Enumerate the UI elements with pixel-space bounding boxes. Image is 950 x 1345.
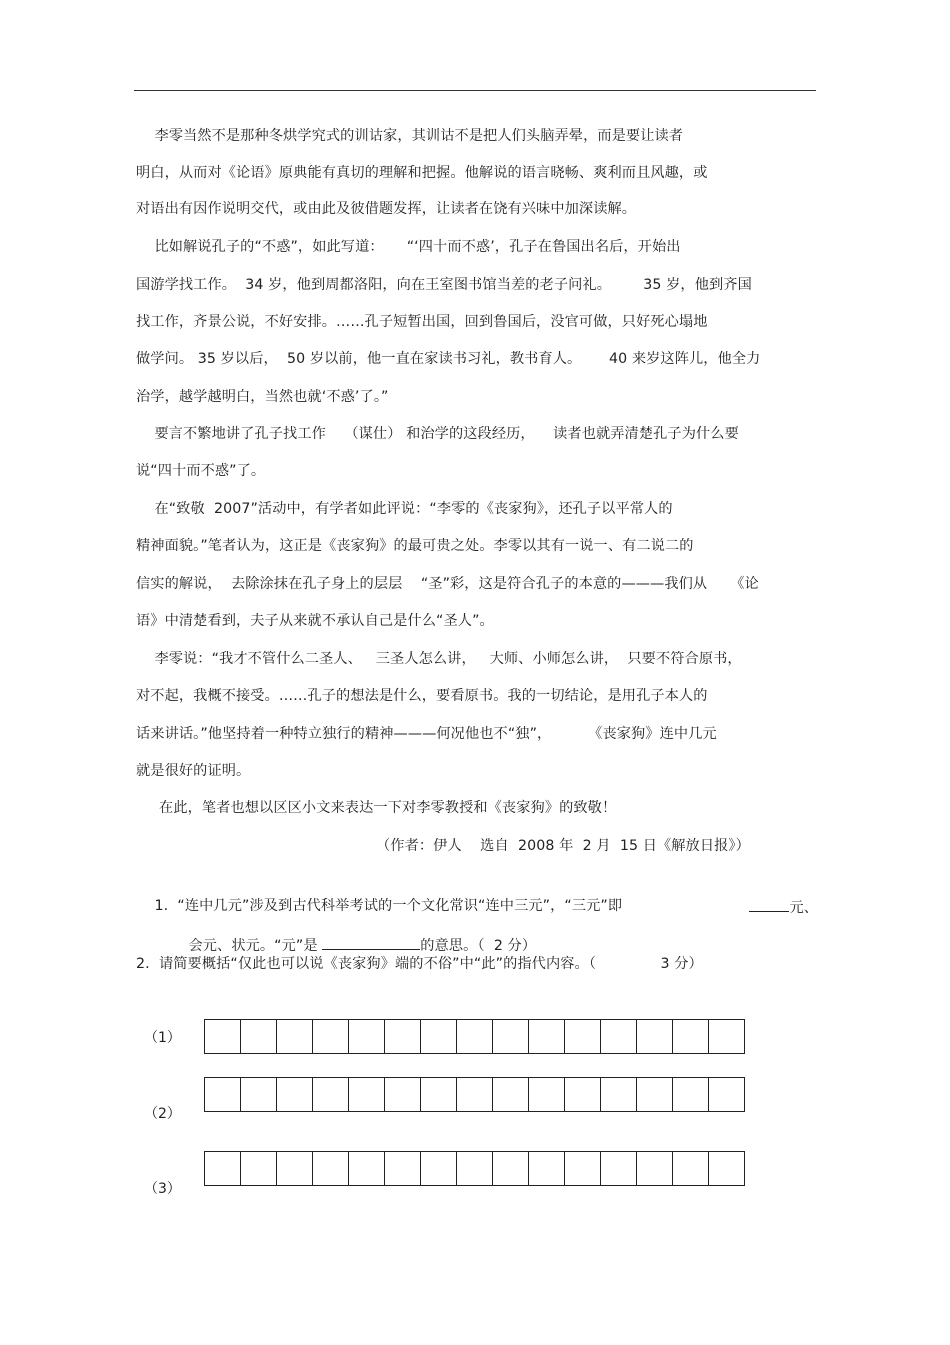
article-line: 对语出有因作说明交代，或由此及彼借题发挥，让读者在饶有兴味中加深读解。	[136, 201, 637, 217]
answer-cell[interactable]	[709, 1152, 744, 1185]
answer-cell[interactable]	[601, 1152, 637, 1185]
answer-cell[interactable]	[637, 1152, 673, 1185]
answer-cell[interactable]	[493, 1078, 529, 1111]
answer-cell[interactable]	[673, 1020, 709, 1053]
answer-cell[interactable]	[637, 1078, 673, 1111]
answer-cell[interactable]	[529, 1078, 565, 1111]
answer-cell[interactable]	[385, 1020, 421, 1053]
answer-cell[interactable]	[421, 1078, 457, 1111]
answer-cell[interactable]	[205, 1152, 241, 1185]
answer-cell[interactable]	[457, 1152, 493, 1185]
question-1-blank-a-wrap	[731, 879, 818, 935]
answer-cell[interactable]	[637, 1020, 673, 1053]
answer-cell[interactable]	[457, 1078, 493, 1111]
article-line: 做学问。 35 岁以后， 50 岁以前，他一直在家读书习礼，教书育人。 40 来岁这阵儿，他全力	[136, 351, 761, 367]
article-line: 语》中清楚看到，夫子从来就不承认自己是什么“圣人”。	[136, 613, 494, 629]
article-line: 李零当然不是那种冬烘学究式的训诂家，其训诂不是把人们头脑弄晕，而是要让读者	[136, 128, 684, 144]
answer-cell[interactable]	[709, 1078, 744, 1111]
answer-grid-2[interactable]	[204, 1077, 745, 1112]
answer-cell[interactable]	[493, 1020, 529, 1053]
answer-row-label: （1）	[144, 1030, 181, 1046]
answer-cell[interactable]	[241, 1020, 277, 1053]
answer-cell[interactable]	[493, 1152, 529, 1185]
answer-cell[interactable]	[349, 1078, 385, 1111]
answer-cell[interactable]	[385, 1152, 421, 1185]
answer-cell[interactable]	[565, 1152, 601, 1185]
article-source: （作者：伊人 选自 2008 年 2 月 15 日《解放日报》）	[376, 838, 750, 854]
answer-cell[interactable]	[565, 1078, 601, 1111]
article-line: 说“四十而不惑”了。	[136, 463, 266, 479]
article-line: 明白，从而对《论语》原典能有真切的理解和把握。他解说的语言晓畅、爽利而且风趣，或	[136, 165, 708, 181]
question-1-blank-b[interactable]	[322, 935, 420, 950]
answer-cell[interactable]	[349, 1020, 385, 1053]
article-line: 精神面貌。”笔者认为，这正是《丧家狗》的最可贵之处。李零以其有一说一、有二说二的	[136, 538, 694, 554]
answer-cell[interactable]	[601, 1078, 637, 1111]
answer-cell[interactable]	[241, 1078, 277, 1111]
answer-row-label: （2）	[144, 1106, 181, 1122]
answer-cell[interactable]	[313, 1020, 349, 1053]
article-line: 在“致敬 2007”活动中，有学者如此评说：“李零的《丧家狗》，还孔子以平常人的	[136, 501, 673, 517]
answer-cell[interactable]	[277, 1078, 313, 1111]
answer-grid-3[interactable]	[204, 1151, 745, 1186]
article-line: 比如解说孔子的“不惑”，如此写道： “‘四十而不惑’，孔子在鲁国出名后，开始出	[136, 239, 681, 255]
article-line: 李零说：“我才不管什么二圣人、 三圣人怎么讲， 大师、小师怎么讲， 只要不符合原书，	[136, 651, 742, 667]
answer-grid-1[interactable]	[204, 1019, 745, 1054]
answer-cell[interactable]	[313, 1152, 349, 1185]
article-line: 话来讲话。”他坚持着一种特立独行的精神———何况他也不“独”， 《丧家狗》连中几元	[136, 726, 717, 742]
question-1-text: 1. “连中几元”涉及到古代科举考试的一个文化常识“连中三元”，“三元”即	[154, 898, 623, 914]
answer-cell[interactable]	[673, 1152, 709, 1185]
answer-cell[interactable]	[205, 1078, 241, 1111]
article-line: 信实的解说， 去除涂抹在孔子身上的层层 “圣”彩，这是符合孔子的本意的———我们从 《论	[136, 576, 759, 592]
answer-cell[interactable]	[457, 1020, 493, 1053]
answer-cell[interactable]	[205, 1020, 241, 1053]
answer-cell[interactable]	[709, 1020, 744, 1053]
answer-cell[interactable]	[349, 1152, 385, 1185]
question-1-blank-a[interactable]	[749, 897, 789, 912]
question-2: 2. 请简要概括“仅此也可以说《丧家狗》端的不俗”中“此”的指代内容。（ 3 分）	[136, 956, 703, 972]
article-line: 要言不繁地讲了孔子找工作 （谋仕） 和治学的这段经历， 读者也就弄清楚孔子为什么要	[136, 426, 739, 442]
article-line: 找工作，齐景公说，不好安排。……孔子短暂出国，回到鲁国后，没官可做，只好死心塌地	[136, 314, 708, 330]
question-1-text-3: 的意思。（ 2 分）	[420, 938, 537, 954]
article-line: 国游学找工作。 34 岁，他到周都洛阳，向在王室图书馆当差的老子问礼。 35 岁，他到齐国	[136, 277, 752, 293]
answer-cell[interactable]	[565, 1020, 601, 1053]
answer-cell[interactable]	[385, 1078, 421, 1111]
answer-cell[interactable]	[421, 1020, 457, 1053]
header-rule	[134, 90, 816, 91]
answer-cell[interactable]	[241, 1152, 277, 1185]
article-line: 在此，笔者也想以区区小文来表达一下对李零教授和《丧家狗》的致敬！	[136, 800, 617, 816]
article-line: 治学，越学越明白，当然也就‘不惑’了。”	[136, 389, 389, 405]
answer-cell[interactable]	[673, 1078, 709, 1111]
answer-cell[interactable]	[529, 1152, 565, 1185]
answer-row-label: （3）	[144, 1181, 181, 1197]
article-line: 对不起，我概不接受。……孔子的想法是什么，要看原书。我的一切结论，是用孔子本人的	[136, 688, 708, 704]
article-line: 就是很好的证明。	[136, 763, 251, 779]
answer-cell[interactable]	[421, 1152, 457, 1185]
answer-cell[interactable]	[313, 1078, 349, 1111]
question-1-text-end: 元、	[789, 900, 819, 916]
question-1-text-2: 会元、状元。“元”是	[188, 938, 323, 954]
answer-cell[interactable]	[601, 1020, 637, 1053]
answer-cell[interactable]	[529, 1020, 565, 1053]
answer-cell[interactable]	[277, 1152, 313, 1185]
answer-cell[interactable]	[277, 1020, 313, 1053]
